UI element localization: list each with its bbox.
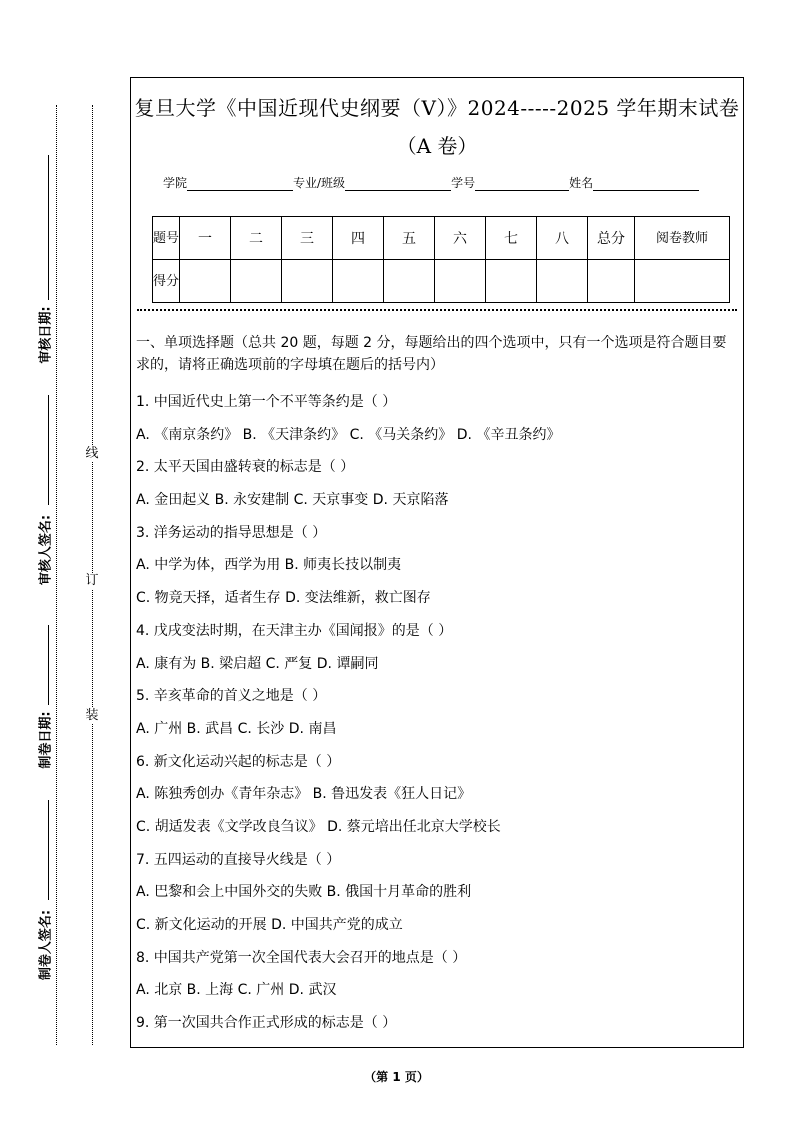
col-4: 四 (333, 217, 384, 260)
option-line: A. 《南京条约》 B. 《天津条约》 C. 《马关条约》 D. 《辛丑条约》 (136, 426, 561, 443)
student-id-blank[interactable] (475, 176, 569, 191)
name-label: 姓名 (569, 176, 594, 190)
col-6: 六 (435, 217, 486, 260)
score-table-score-row (153, 260, 730, 303)
score-table (152, 216, 730, 303)
question-line: 2. 太平天国由盛转衰的标志是（ ） (136, 459, 355, 476)
setter-date-line (48, 625, 49, 705)
question-line: 6. 新文化运动兴起的标志是（ ） (136, 753, 341, 770)
question-content (136, 332, 738, 1040)
score-head: 得分 (153, 260, 180, 303)
student-info-row (163, 174, 699, 191)
col-3: 三 (282, 217, 333, 260)
score-cell-5[interactable] (384, 260, 435, 303)
exam-title: 复旦大学《中国近现代史纲要（V）》2024-----2025 学年期末试卷 (134, 96, 740, 120)
option-line: C. 物竞天择，适者生存 D. 变法维新，救亡图存 (136, 590, 431, 607)
score-cell-4[interactable] (333, 260, 384, 303)
col-2: 二 (231, 217, 282, 260)
cut-mark-xian: 线 (85, 446, 99, 461)
reviewer-signature-line (48, 395, 49, 505)
option-line: A. 中学为体，西学为用 B. 师夷长技以制夷 (136, 557, 402, 574)
student-id-label: 学号 (451, 176, 476, 190)
question-line: 3. 洋务运动的指导思想是（ ） (136, 524, 327, 541)
setter-date-label: 制卷日期: (38, 711, 54, 769)
option-line: A. 康有为 B. 梁启超 C. 严复 D. 谭嗣同 (136, 655, 379, 672)
major-class-blank[interactable] (345, 176, 451, 191)
question-line: 1. 中国近代史上第一个不平等条约是（ ） (136, 394, 397, 410)
setter-date-field[interactable] (38, 625, 54, 785)
option-line: A. 巴黎和会上中国外交的失败 B. 俄国十月革命的胜利 (136, 884, 472, 901)
option-line: C. 胡适发表《文学改良刍议》 D. 蔡元培出任北京大学校长 (136, 818, 501, 835)
exam-frame (130, 77, 744, 1048)
page-number: （第 1 页） (364, 1070, 429, 1084)
review-date-field[interactable] (38, 155, 54, 375)
score-table-header-row (153, 217, 730, 260)
col-total: 总分 (588, 217, 635, 260)
reviewer-signature-field[interactable] (38, 395, 54, 605)
score-cell-2[interactable] (231, 260, 282, 303)
question-line: 4. 戊戌变法时期，在天津主办《国闻报》的是（ ） (136, 622, 453, 639)
col-5: 五 (384, 217, 435, 260)
score-cell-teacher[interactable] (635, 260, 730, 303)
question-line: 8. 中国共产党第一次全国代表大会召开的地点是（ ） (136, 949, 467, 966)
option-line: C. 新文化运动的开展 D. 中国共产党的成立 (136, 917, 403, 933)
college-label: 学院 (163, 176, 188, 190)
question-line: 9. 第一次国共合作正式形成的标志是（ ） (136, 1015, 397, 1032)
option-line: A. 北京 B. 上海 C. 广州 D. 武汉 (136, 982, 337, 999)
cut-mark-ding: 订 (85, 573, 99, 588)
outer-dotted-line (56, 105, 57, 1045)
score-cell-8[interactable] (537, 260, 588, 303)
major-class-label: 专业/班级 (293, 176, 346, 190)
review-date-label: 审核日期: (38, 306, 54, 364)
score-cell-total[interactable] (588, 260, 635, 303)
teacher-head: 阅卷教师 (635, 217, 730, 260)
reviewer-signature-label: 审核人签名: (38, 514, 54, 586)
setter-signature-field[interactable] (38, 800, 54, 1000)
college-blank[interactable] (187, 176, 293, 191)
col-1: 一 (180, 217, 231, 260)
setter-signature-label: 制卷人签名: (38, 909, 54, 981)
dotted-separator (137, 309, 737, 311)
score-cell-6[interactable] (435, 260, 486, 303)
setter-signature-line (48, 800, 49, 900)
question-number-head: 题号 (153, 217, 180, 260)
review-date-line (48, 155, 49, 300)
option-line: A. 陈独秀创办《青年杂志》 B. 鲁迅发表《狂人日记》 (136, 786, 472, 803)
section-title: 一、单项选择题（总共 20 题，每题 2 分，每题给出的四个选项中，只有一个选项是符合题目要求的，请将正确选项前的字母填在题后的括号内） (136, 335, 727, 373)
question-line: 5. 辛亥革命的首义之地是（ ） (136, 688, 327, 705)
option-line: A. 金田起义 B. 永安建制 C. 天京事变 D. 天京陷落 (136, 492, 449, 509)
question-line: 7. 五四运动的直接导火线是（ ） (136, 851, 341, 868)
binding-margin (0, 0, 128, 1122)
col-7: 七 (486, 217, 537, 260)
option-line: A. 广州 B. 武昌 C. 长沙 D. 南昌 (136, 720, 337, 737)
cut-mark-zhuang: 装 (85, 708, 99, 723)
exam-subtitle: （A 卷） (396, 134, 478, 158)
col-8: 八 (537, 217, 588, 260)
name-blank[interactable] (593, 176, 699, 191)
score-cell-3[interactable] (282, 260, 333, 303)
score-cell-1[interactable] (180, 260, 231, 303)
score-cell-7[interactable] (486, 260, 537, 303)
